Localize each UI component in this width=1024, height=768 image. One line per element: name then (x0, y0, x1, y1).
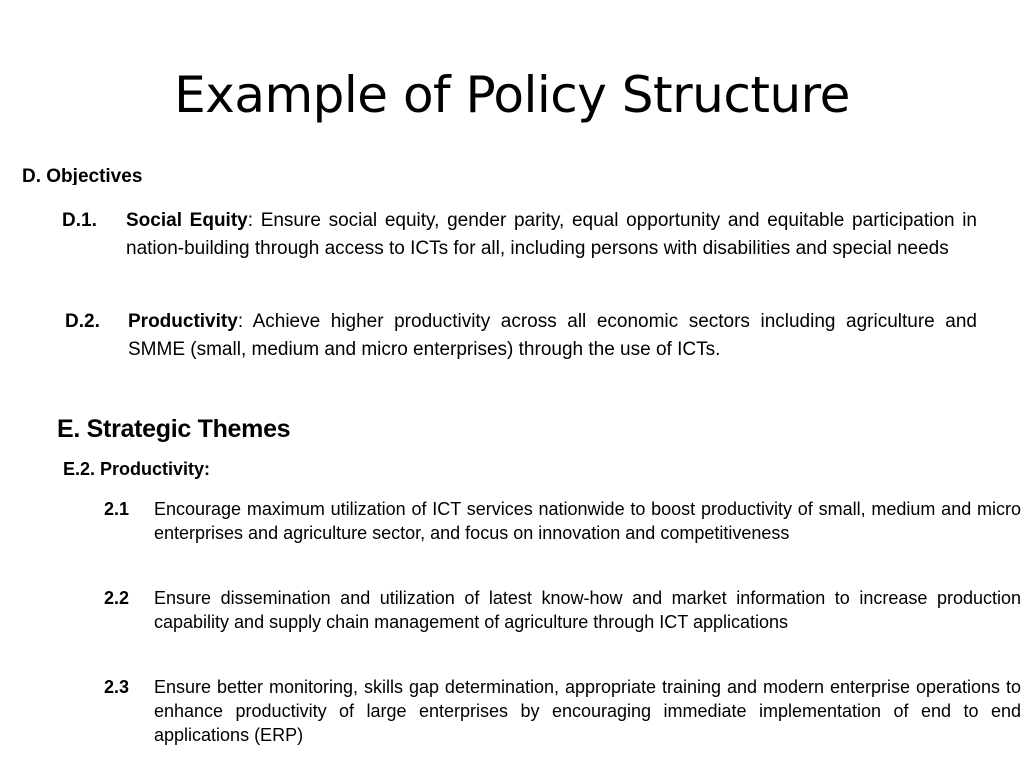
productivity-subheading: E.2. Productivity: (63, 459, 211, 479)
objective-body (126, 207, 977, 262)
theme-item (104, 497, 1021, 545)
objectives-heading: D. Objectives (22, 166, 143, 185)
theme-item (104, 586, 1021, 634)
objective-item-productivity (65, 308, 977, 363)
theme-text: Encourage maximum utilization of ICT services nationwide to boost productivity of small, medium and micro enterprises and agriculture sector, and focus on innovation and competitiveness (154, 499, 1021, 543)
objective-text: : Ensure social equity, gender parity, equal opportunity and equitable participation in nation-building through access to ICTs for all, including persons with disabilities and special needs (126, 210, 977, 259)
objective-body (128, 308, 977, 363)
objective-text: : Achieve higher productivity across all economic sectors including agriculture and SMME (small, medium and micro enterprises) through the use of ICTs. (128, 311, 977, 360)
theme-number: 2.3 (104, 677, 130, 697)
theme-number: 2.2 (104, 588, 130, 608)
objective-item-social-equity (62, 207, 977, 262)
theme-text: Ensure dissemination and utilization of latest know-how and market information to increase production capability and supply chain management of agriculture through ICT applications (154, 588, 1021, 632)
strategic-themes-heading: E. Strategic Themes (57, 415, 291, 443)
objective-number: D.1. (62, 210, 97, 231)
slide-title: Example of Policy Structure (174, 66, 850, 124)
objective-term: Productivity (128, 311, 238, 332)
theme-number: 2.1 (104, 499, 130, 519)
theme-text: Ensure better monitoring, skills gap determination, appropriate training and modern enterprise operations to enhance productivity of large enterprises by encouraging immediate implementation of end to end applications (ERP) (154, 677, 1021, 745)
objective-term: Social Equity (126, 210, 248, 231)
objective-number: D.2. (65, 311, 100, 332)
theme-item (104, 675, 1021, 747)
